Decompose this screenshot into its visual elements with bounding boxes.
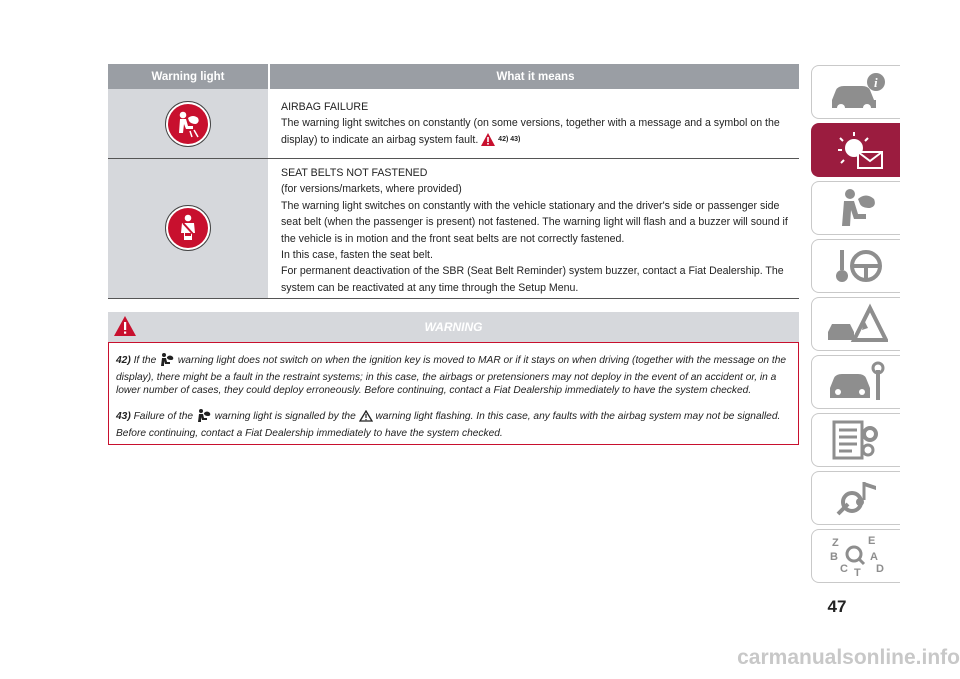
svg-text:A: A <box>870 551 878 563</box>
alphabetical-index-icon <box>824 534 888 578</box>
tab-index[interactable] <box>811 529 900 583</box>
svg-text:i: i <box>874 75 878 90</box>
row-seatbelt-text <box>281 165 799 296</box>
svg-text:D: D <box>876 563 884 575</box>
document-gears-icon <box>824 418 888 462</box>
seat-belt-warning-icon <box>165 205 211 251</box>
key-steering-wheel-icon <box>824 244 888 288</box>
page-number: 47 <box>827 597 847 616</box>
airbag-title: AIRBAG FAILURE <box>281 101 369 113</box>
warning-item-42: 42) If the warning light does not switch on when the ignition key is moved to MAR or if it stays on when driving (together with the message on the display), there might be a fault in the restraint systems; in this case, the airbags or pretensioners may not deploy in the event of an accident or, in a lower number of cases, they could deploy erroneously. Before continuing, contact a Fiat Dealership immediately to have the system checked. <box>116 352 792 398</box>
table-header <box>108 64 799 89</box>
tab-servicing-care[interactable] <box>811 355 900 409</box>
warning-item-43: 43) Failure of the warning light is signalled by the warning light flashing. In this case, any faults with the airbag system may not be signalled. Before continuing, contact a Fiat Dealership immediately to have the system checked. <box>116 408 792 440</box>
airbag-symbol-icon <box>159 352 175 371</box>
row-airbag-text <box>281 99 799 151</box>
tab-knowing-your-car[interactable] <box>811 65 900 119</box>
car-emergency-triangle-icon <box>824 302 888 346</box>
warning-triangle-outline-icon <box>359 410 373 427</box>
tab-technical-data[interactable] <box>811 413 900 467</box>
tab-in-an-emergency[interactable] <box>811 297 900 351</box>
tab-starting-driving[interactable] <box>811 239 900 293</box>
svg-text:Z: Z <box>832 537 839 549</box>
footer-watermark: carmanualsonline.info <box>737 646 960 669</box>
satellite-music-icon <box>824 476 888 520</box>
row-separator <box>108 298 799 299</box>
tab-safety[interactable] <box>811 181 900 235</box>
svg-text:E: E <box>868 535 876 547</box>
airbag-body: The warning light switches on constantly (on some versions, together with a message and a symbol on the display) to indicate an airbag system fault. 42) 43) <box>281 115 799 151</box>
warning-triangle-icon <box>481 133 495 151</box>
warning-number: 42) <box>116 355 131 366</box>
airbag-symbol-icon <box>196 408 212 427</box>
svg-text:C: C <box>840 563 848 575</box>
header-what-it-means: What it means <box>268 64 801 89</box>
airbag-safety-icon <box>824 186 888 230</box>
seatbelt-title: SEAT BELTS NOT FASTENED <box>281 167 428 179</box>
svg-text:B: B <box>830 551 838 563</box>
seatbelt-line: The warning light switches on constantly with the vehicle stationary and the driver's side or passenger side seat belt (when the passenger is present) not fastened. The warning light will flash and a buzzer will sound if the vehicle is in motion and the front seat belts are not correctly fastened. <box>281 199 788 245</box>
warning-title: WARNING <box>424 320 483 334</box>
row-seatbelt-icon-cell <box>108 159 268 298</box>
tab-warning-lights[interactable] <box>811 123 900 177</box>
row-airbag-icon-cell <box>108 89 268 158</box>
seatbelt-line: For permanent deactivation of the SBR (Seat Belt Reminder) system buzzer, contact a Fiat Dealership. The system can be reactivated at any time through the Setup Menu. <box>281 265 784 294</box>
tab-multimedia[interactable] <box>811 471 900 525</box>
dashboard-warning-lights-icon <box>824 128 888 172</box>
svg-text:T: T <box>854 567 861 578</box>
header-warning-light: Warning light <box>151 71 225 83</box>
warning-number: 43) <box>116 411 131 422</box>
airbag-warning-icon <box>165 101 211 147</box>
airbag-refs: 42) 43) <box>498 135 521 143</box>
seatbelt-line: (for versions/markets, where provided) <box>281 183 462 196</box>
car-info-icon <box>824 70 888 114</box>
seatbelt-line: In this case, fasten the seat belt. <box>281 249 433 262</box>
car-wrench-icon <box>824 360 888 404</box>
